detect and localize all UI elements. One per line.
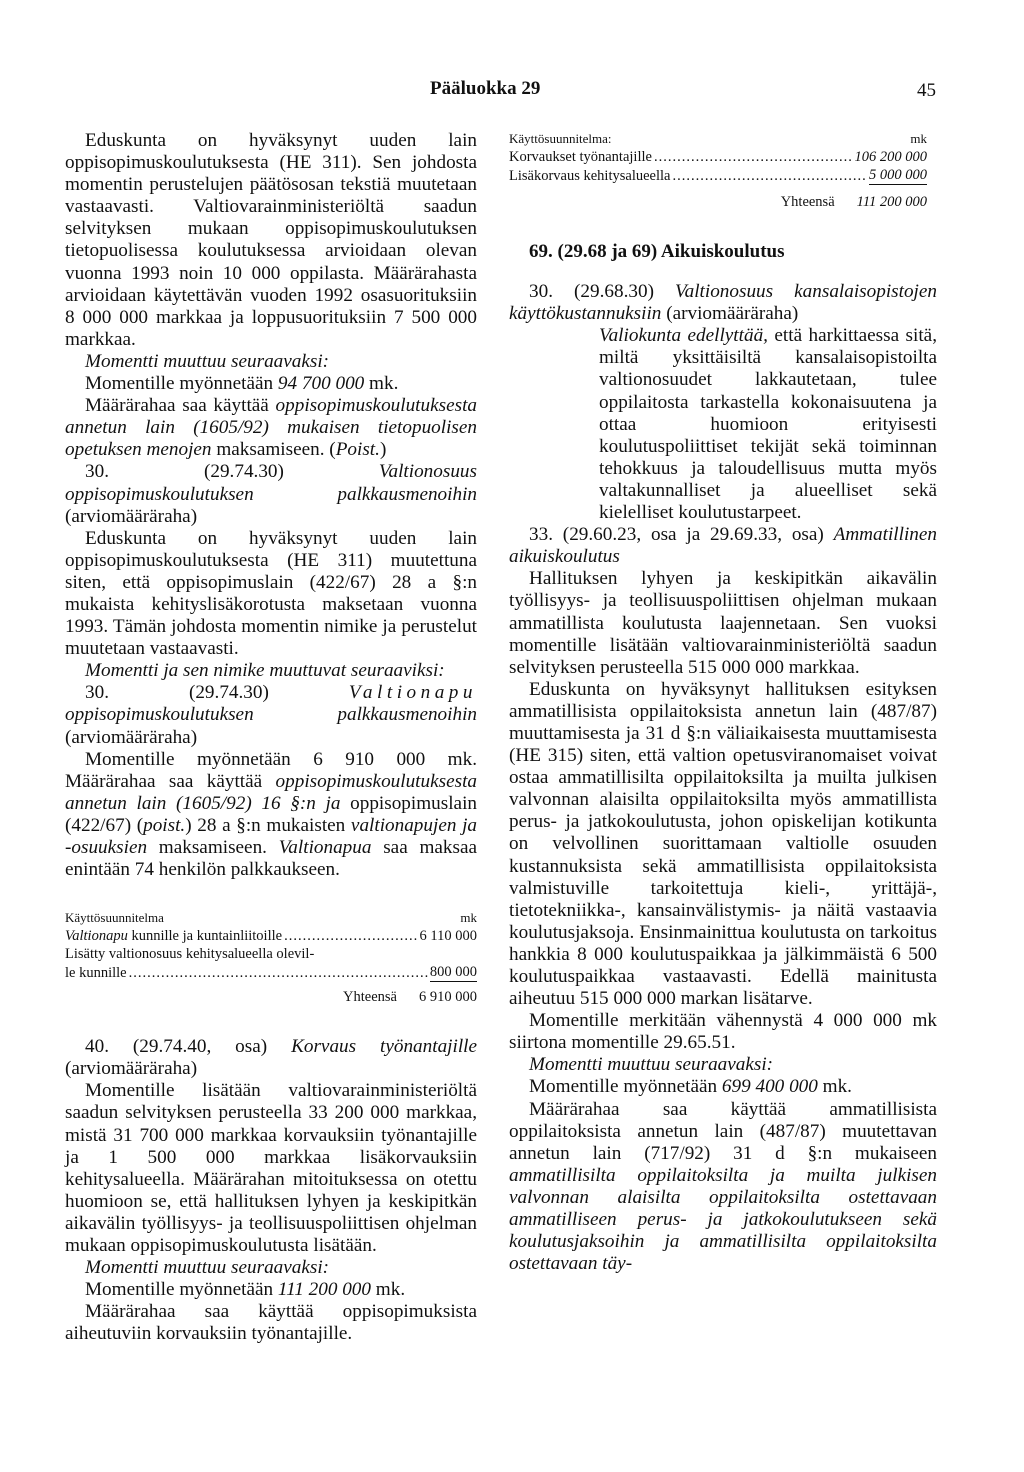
paragraph: Määrärahaa saa käyttää oppisopimuksista aiheutuviin korvauksiin työnantajille. [65, 1301, 477, 1345]
table-row: Lisäkorvaus kehitysalueella ..... 5 000 000 [509, 166, 927, 185]
paragraph: 30. (29.68.30) Valtionosuus kansalaisopistojen käyttökustannuksiin (arviomääräraha) [509, 281, 938, 325]
table-row: Valtionapu kunnille ja kuntainliitoille ..... 6 110 000 [65, 927, 477, 945]
paragraph: Määrärahaa saa käyttää ammatillisista oppilaitoksista annetun lain (487/87) muutettavan annetun lain (717/92) 31 d §:n mukaiseen ammatillisilta oppilaitoksilta ja muilta julkisen valvonnan alaisilta oppilaitoksilta ostettavaan ammatilliseen perus- ja jatkokoulutukseen sekä koulutusjaksoihin ja ammatillisilta oppilaitoksilta ostettavaan täy- [509, 1098, 937, 1275]
paragraph: Momentille myönnetään 6 910 000 mk. Määrärahaa saa käyttää oppisopimuskoulutuksesta annetun lain (1605/92) 16 §:n ja oppisopimuslain (422/67) (poist.) 28 a §:n mukaisten valtionapujen ja -osuuksien maksamiseen. Valtionapua saa maksaa enintään 74 henkilön palkkaukseen. [65, 748, 477, 881]
paragraph: Momentti ja sen nimike muuttuvat seuraaviksi: [85, 660, 445, 682]
paragraph: Hallituksen lyhyen ja keskipitkän aikavälin työllisyys- ja teollisuuspoliittisen ohjelman mukaan ammatillista koulutusta laajennetaan. Sen vuoksi momentille lisätään valtiovarainministeriöltä saadun selvityksen perusteella 515 000 000 markkaa. [509, 568, 937, 678]
budget-table [65, 909, 477, 1006]
left-column [65, 130, 477, 1346]
table-head-label: Käyttösuunnitelma: [509, 131, 612, 146]
paragraph: Momentti muuttuu seuraavaksi: [85, 1257, 330, 1279]
table-total: Yhteensä 111 200 000 [780, 194, 927, 210]
paragraph: 33. (29.60.23, osa ja 29.69.33, osa) Ammatillinen aikuiskoulutus [509, 524, 937, 568]
paragraph: Momentille merkitään vähennystä 4 000 000 mk siirtona momentille 29.65.51. [509, 1010, 937, 1054]
table-head-unit: mk [910, 131, 927, 146]
paragraph: Momentti muuttuu seuraavaksi: [529, 1054, 774, 1076]
table-row: le kunnille ..... 800 000 [65, 963, 477, 982]
paragraph: 40. (29.74.40, osa) Korvaus työnantajille (arviomääräraha) [65, 1036, 477, 1080]
budget-table [509, 130, 937, 211]
paragraph: Määrärahaa saa käyttää oppisopimuskoulutuksesta annetun lain (1605/92) mukaisen tietopuolisen opetuksen menojen maksamiseen. (Poist.) [65, 395, 477, 461]
page-header-title: Pääluokka 29 [430, 78, 541, 99]
table-head-label: Käyttösuunnitelma [65, 910, 164, 926]
paragraph: Momentti muuttuu seuraavaksi: [85, 350, 330, 372]
paragraph: Momentille lisätään valtiovarainministeriöltä saadun selvityksen perusteella 33 200 000 markkaa, mistä 31 700 000 markkaa korvauksiin työnantajille ja 1 500 000 markkaa lisäkorvauksiin kehitysalueella. Määrärahan mitoituksessa on otettu huomioon se, että hallituksen lyhyen ja keskipitkän aikavälin työllisyys- ja teollisuuspoliittisen ohjelman mukaan oppisopimuskoulutusta lisätään. [65, 1080, 477, 1257]
table-head-unit: mk [460, 910, 477, 926]
paragraph: 30. (29.74.30) Valtionapu oppisopimuskoulutuksen palkkausmenoihin (arviomääräraha) [65, 682, 477, 748]
paragraph: Valiokunta edellyttää, että harkittaessa sitä, miltä yksittäisiltä kansalaisopistoilta valtionosuudet lakkautetaan, tulee oppilaitosta tarkastella kokonaisuutena ja ottaa huomioon erityisesti koulutuspoliittiset tekijät sekä toiminnan tehokkuus ja taloudellisuus mutta myös valtakunnalliset ja alueelliset sekä kielelliset koulutustarpeet. [599, 325, 937, 524]
table-row: Lisätty valtionosuus kehitysalueella olevil- [65, 946, 315, 963]
paragraph: Eduskunta on hyväksynyt hallituksen esityksen ammatillisista oppilaitoksista annetun lain (487/87) muuttamisesta ja 31 d §:n väliaikaisesta muuttamisesta (HE 315) siten, että valtion opetusviranomaiset voivat ostaa ammatillisilta oppilaitoksilta ja muilta julkisen valvonnan alaisilta oppilaitoksilta myös ammatillista perus- ja jatkokoulutusta, johon opiskelijan kotikunta on velvollinen suorittamaan valtiolle osuuden kustannuksista sekä ammatillisista oppilaitoksista valmistuville tarkoitettuja kieli-, yrittäjä-, tietotekniikka-, kansainvälistymis- ja näitä vastaavia koulutusjaksoja. Ensinmainittua koulutusta on tarkoitus hankkia 8 000 koulutuspaikkaa ja jälkimmäistä 6 500 koulutuspaikkaa vastaavasti. Edellä mainitusta aiheutuu 515 000 000 markan lisätarve. [509, 678, 937, 1010]
table-total: Yhteensä 6 910 000 [343, 989, 477, 1006]
paragraph: Momentille myönnetään 699 400 000 mk. [529, 1076, 852, 1098]
page-number: 45 [917, 80, 936, 101]
paragraph: Eduskunta on hyväksynyt uuden lain oppisopimuskoulutuksesta (HE 311). Sen johdosta momentin perustelujen päätösosan tekstiä muutetaan vastaavasti. Valtiovarainministeriöltä saadun selvityksen mukaan oppisopimuskoulutuksen tietopuolisessa koulutuksessa arvioidaan olevan vuonna 1993 noin 10 000 oppilasta. Määrärahasta arvioidaan käytettävän vuoden 1992 osasuorituksiin 8 000 000 markkaa ja loppusuorituksiin 7 500 000 markkaa. [65, 130, 477, 350]
right-column [509, 130, 937, 1275]
paragraph: Momentille myönnetään 94 700 000 mk. [85, 373, 399, 395]
paragraph: Eduskunta on hyväksynyt uuden lain oppisopimuskoulutuksesta (HE 311) muutettuna siten, että oppisopimuslain (422/67) 28 a §:n mukaista kehityslisäkorotusta maksetaan vuonna 1993. Tämän johdosta momentin nimike ja perustelut muutetaan vastaavasti. [65, 527, 477, 660]
section-heading: 69. (29.68 ja 69) Aikuiskoulutus [529, 241, 785, 262]
paragraph: 30. (29.74.30) Valtionosuus oppisopimuskoulutuksen palkkausmenoihin (arviomääräraha) [65, 461, 477, 527]
paragraph: Momentille myönnetään 111 200 000 mk. [85, 1279, 406, 1301]
table-row: Korvaukset työnantajille ..... 106 200 000 [509, 148, 927, 166]
